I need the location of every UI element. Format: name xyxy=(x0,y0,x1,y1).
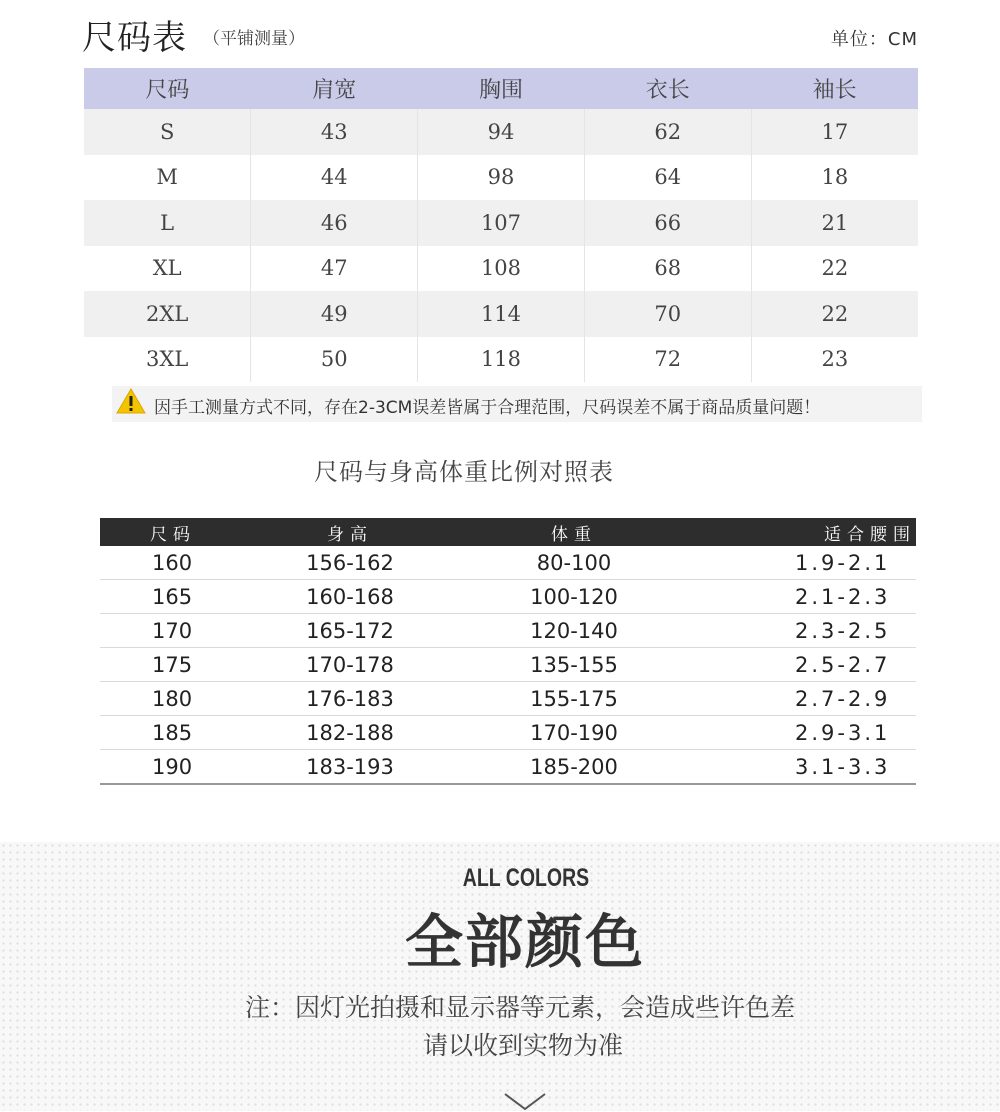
cell-shoulder: 47 xyxy=(251,246,418,292)
header-size: 尺码 xyxy=(100,518,250,546)
all-colors-heading: ALL COLORS xyxy=(462,864,590,892)
cell-weight: 120-140 xyxy=(450,614,698,648)
all-colors-title: 全部颜色 xyxy=(404,908,645,976)
cell-weight: 155-175 xyxy=(450,682,698,716)
chevron-down-icon xyxy=(503,1092,547,1112)
cell-sleeve: 23 xyxy=(751,337,918,383)
header-waist: 适合腰围 xyxy=(698,518,916,546)
height-weight-table xyxy=(100,518,916,785)
cell-weight: 80-100 xyxy=(450,546,698,580)
cell-waist: 2.7-2.9 xyxy=(698,682,916,716)
cell-sleeve: 21 xyxy=(751,200,918,246)
height-weight-title: 尺码与身高体重比例对照表 xyxy=(314,458,614,486)
cell-chest: 98 xyxy=(418,155,585,201)
cell-size: L xyxy=(84,200,251,246)
table-row xyxy=(84,246,918,292)
header-size: 尺码 xyxy=(84,68,251,109)
header-weight: 体重 xyxy=(450,518,698,546)
cell-length: 64 xyxy=(584,155,751,201)
cell-length: 72 xyxy=(584,337,751,383)
cell-chest: 94 xyxy=(418,109,585,155)
cell-weight: 135-155 xyxy=(450,648,698,682)
table-row xyxy=(84,155,918,201)
color-note-line2: 请以收到实物为准 xyxy=(422,1031,623,1060)
cell-weight: 170-190 xyxy=(450,716,698,750)
cell-sleeve: 22 xyxy=(751,246,918,292)
cell-chest: 118 xyxy=(418,337,585,383)
table-row xyxy=(84,109,918,155)
table-row xyxy=(100,648,916,682)
cell-height: 156-162 xyxy=(250,546,450,580)
cell-weight: 100-120 xyxy=(450,580,698,614)
cell-sleeve: 22 xyxy=(751,291,918,337)
cell-size: 175 xyxy=(100,648,250,682)
unit-label: 单位：CM xyxy=(830,29,918,50)
size-chart-table xyxy=(84,68,918,382)
cell-length: 70 xyxy=(584,291,751,337)
cell-shoulder: 46 xyxy=(251,200,418,246)
cell-sleeve: 17 xyxy=(751,109,918,155)
table-row xyxy=(84,200,918,246)
cell-size: M xyxy=(84,155,251,201)
cell-shoulder: 44 xyxy=(251,155,418,201)
cell-length: 62 xyxy=(584,109,751,155)
cell-height: 165-172 xyxy=(250,614,450,648)
cell-shoulder: 43 xyxy=(251,109,418,155)
size-chart-subtitle: （平铺测量） xyxy=(203,29,305,49)
table-row xyxy=(100,682,916,716)
cell-height: 160-168 xyxy=(250,580,450,614)
cell-size: 165 xyxy=(100,580,250,614)
cell-size: XL xyxy=(84,246,251,292)
cell-weight: 185-200 xyxy=(450,750,698,785)
cell-length: 66 xyxy=(584,200,751,246)
cell-waist: 1.9-2.1 xyxy=(698,546,916,580)
table-row xyxy=(100,546,916,580)
cell-height: 176-183 xyxy=(250,682,450,716)
cell-waist: 2.5-2.7 xyxy=(698,648,916,682)
cell-height: 183-193 xyxy=(250,750,450,785)
cell-size: 190 xyxy=(100,750,250,785)
header-height: 身高 xyxy=(250,518,450,546)
cell-height: 182-188 xyxy=(250,716,450,750)
cell-size: S xyxy=(84,109,251,155)
cell-height: 170-178 xyxy=(250,648,450,682)
cell-size: 180 xyxy=(100,682,250,716)
cell-chest: 114 xyxy=(418,291,585,337)
cell-shoulder: 50 xyxy=(251,337,418,383)
table-row xyxy=(84,291,918,337)
table-row xyxy=(100,750,916,785)
table-row xyxy=(100,716,916,750)
cell-waist: 2.3-2.5 xyxy=(698,614,916,648)
cell-size: 2XL xyxy=(84,291,251,337)
warning-text: 因手工测量方式不同，存在2-3CM误差皆属于合理范围，尺码误差不属于商品质量问题！ xyxy=(154,398,821,418)
table-row xyxy=(84,337,918,383)
cell-chest: 107 xyxy=(418,200,585,246)
height-weight-header-row xyxy=(100,518,916,546)
warning-icon xyxy=(116,388,146,414)
cell-waist: 2.9-3.1 xyxy=(698,716,916,750)
header-length: 衣长 xyxy=(584,68,751,109)
cell-length: 68 xyxy=(584,246,751,292)
cell-waist: 3.1-3.3 xyxy=(698,750,916,785)
cell-size: 3XL xyxy=(84,337,251,383)
table-row xyxy=(100,580,916,614)
cell-sleeve: 18 xyxy=(751,155,918,201)
header-sleeve: 袖长 xyxy=(751,68,918,109)
header-chest: 胸围 xyxy=(418,68,585,109)
cell-chest: 108 xyxy=(418,246,585,292)
table-row xyxy=(100,614,916,648)
cell-size: 185 xyxy=(100,716,250,750)
header-shoulder: 肩宽 xyxy=(251,68,418,109)
size-chart-header-row xyxy=(84,68,918,109)
cell-size: 160 xyxy=(100,546,250,580)
cell-waist: 2.1-2.3 xyxy=(698,580,916,614)
color-note-line1: 注：因灯光拍摄和显示器等元素，会造成些许色差 xyxy=(244,993,795,1022)
size-chart-title: 尺码表 xyxy=(82,18,187,58)
cell-size: 170 xyxy=(100,614,250,648)
cell-shoulder: 49 xyxy=(251,291,418,337)
